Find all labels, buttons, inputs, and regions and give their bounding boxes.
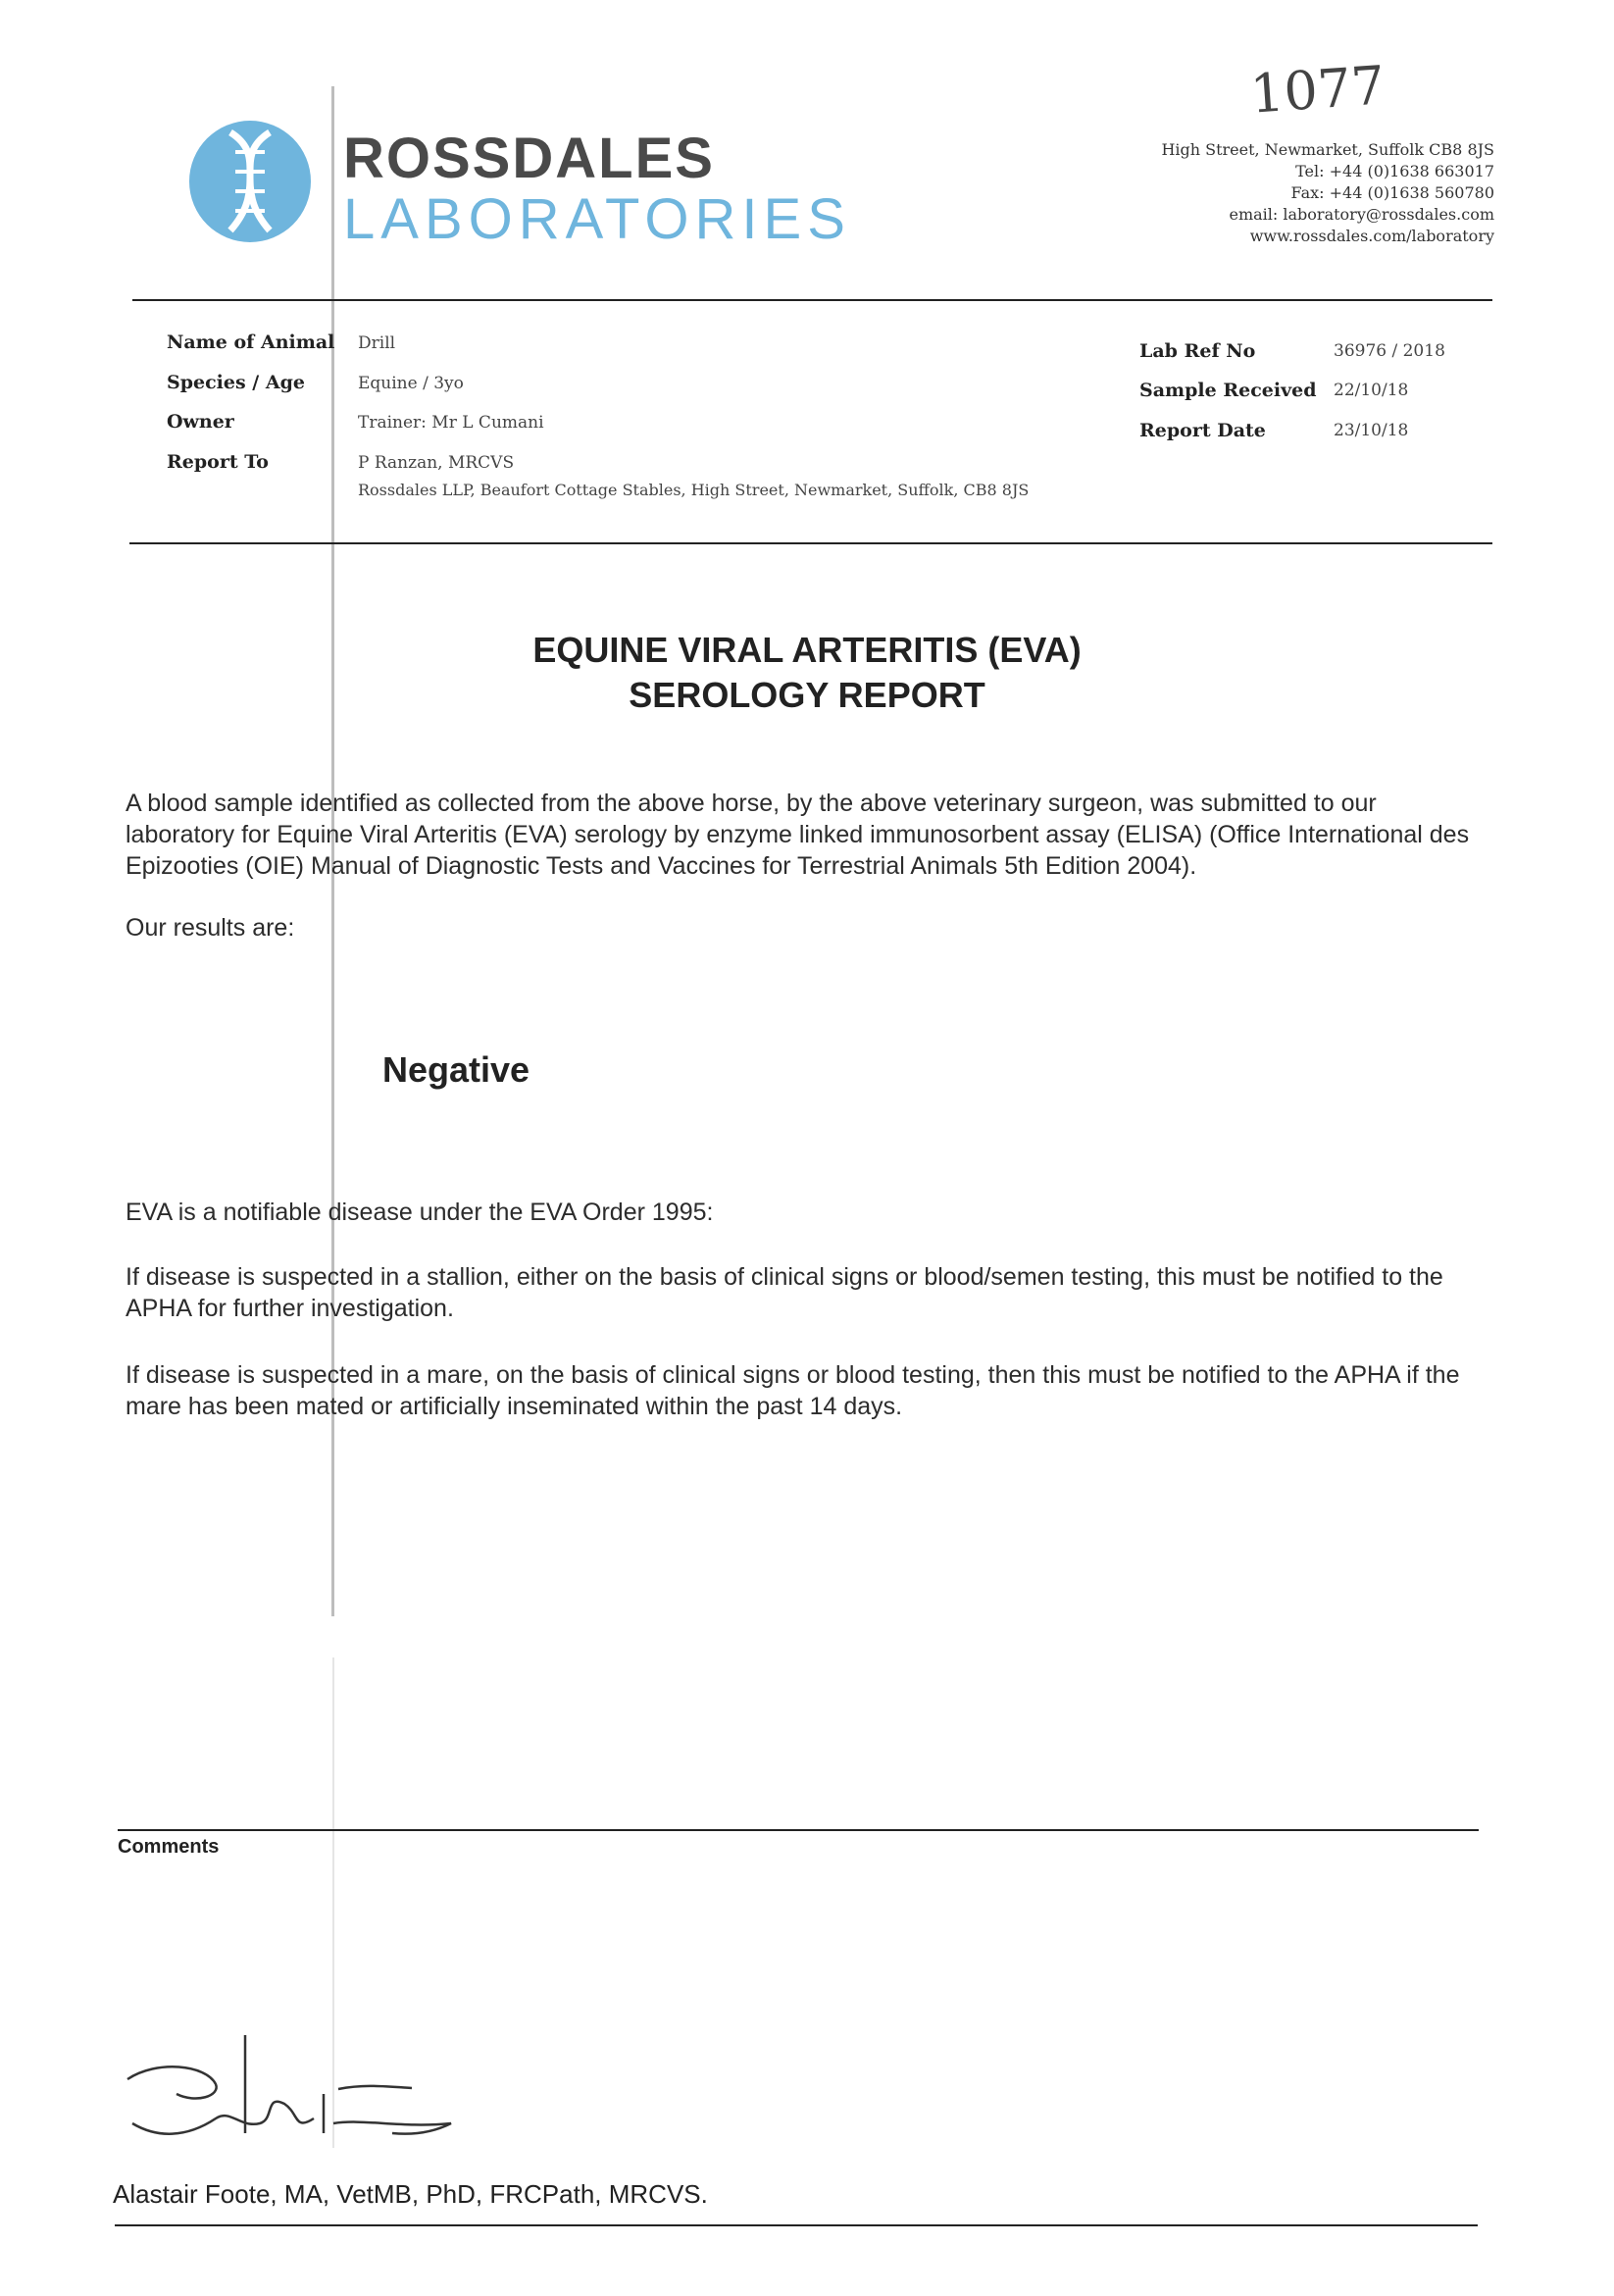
label-report-date: Report Date xyxy=(1139,420,1266,441)
comments-label: Comments xyxy=(118,1836,220,1858)
value-report-to-name: P Ranzan, MRCVS xyxy=(358,453,515,473)
address-line: High Street, Newmarket, Suffolk CB8 8JS xyxy=(1161,140,1494,159)
brand-name-line2: LABORATORIES xyxy=(343,187,851,251)
intro-paragraph: A blood sample identified as collected from the above horse, by the above veterinary surgeon, was submitted to our laboratory for Equine Viral Arteritis (EVA) serology by enzyme linked immunosorbent assay (ELISA) (Office International des Epizooties (OIE) Manual of Diagnostic Tests and Vaccines for Terrestrial Animals 5th Edition 2004). xyxy=(126,790,1470,880)
fax-line: Fax: +44 (0)1638 560780 xyxy=(1290,183,1494,202)
lab-address xyxy=(1161,139,1494,247)
report-title-line2: SEROLOGY REPORT xyxy=(629,675,985,715)
handwritten-signature xyxy=(118,2025,471,2153)
label-lab-ref: Lab Ref No xyxy=(1139,340,1256,362)
report-title-line1: EQUINE VIRAL ARTERITIS (EVA) xyxy=(532,630,1082,670)
label-name-of-animal: Name of Animal xyxy=(167,332,335,353)
signatory-name: Alastair Foote, MA, VetMB, PhD, FRCPath, MRCVS. xyxy=(113,2179,708,2209)
value-species-age: Equine / 3yo xyxy=(358,374,464,393)
comments-divider xyxy=(118,1829,1479,1831)
value-sample-received: 22/10/18 xyxy=(1334,381,1409,400)
email-line: email: laboratory@rossdales.com xyxy=(1229,205,1494,224)
value-report-to-address: Rossdales LLP, Beaufort Cottage Stables, High Street, Newmarket, Suffolk, CB8 8JS xyxy=(358,481,1030,499)
value-lab-ref: 36976 / 2018 xyxy=(1334,341,1445,361)
stallion-note: If disease is suspected in a stallion, either on the basis of clinical signs or blood/semen testing, this must be notified to the APHA for further investigation. xyxy=(126,1263,1443,1322)
value-report-date: 23/10/18 xyxy=(1334,421,1409,440)
phone-line: Tel: +44 (0)1638 663017 xyxy=(1295,162,1494,180)
label-species-age: Species / Age xyxy=(167,372,305,393)
header-divider xyxy=(132,299,1492,301)
details-divider xyxy=(129,542,1492,544)
footer-divider xyxy=(115,2224,1478,2226)
results-intro: Our results are: xyxy=(126,914,295,942)
label-report-to: Report To xyxy=(167,451,269,473)
value-owner: Trainer: Mr L Cumani xyxy=(358,413,544,433)
value-name-of-animal: Drill xyxy=(358,333,396,353)
notifiable-statement: EVA is a notifiable disease under the EVA Order 1995: xyxy=(126,1199,714,1226)
rossdales-logo-icon xyxy=(186,118,314,245)
label-sample-received: Sample Received xyxy=(1139,380,1317,401)
label-owner: Owner xyxy=(167,411,234,433)
mare-note: If disease is suspected in a mare, on the basis of clinical signs or blood testing, then this must be notified to the APHA if the mare has been mated or artificially inseminated within the past 14 days. xyxy=(126,1361,1460,1420)
brand-name-line1: ROSSDALES xyxy=(343,127,715,190)
website-line: www.rossdales.com/laboratory xyxy=(1249,227,1494,245)
result-value: Negative xyxy=(382,1049,530,1090)
handwritten-reference: 1077 xyxy=(1247,54,1387,126)
